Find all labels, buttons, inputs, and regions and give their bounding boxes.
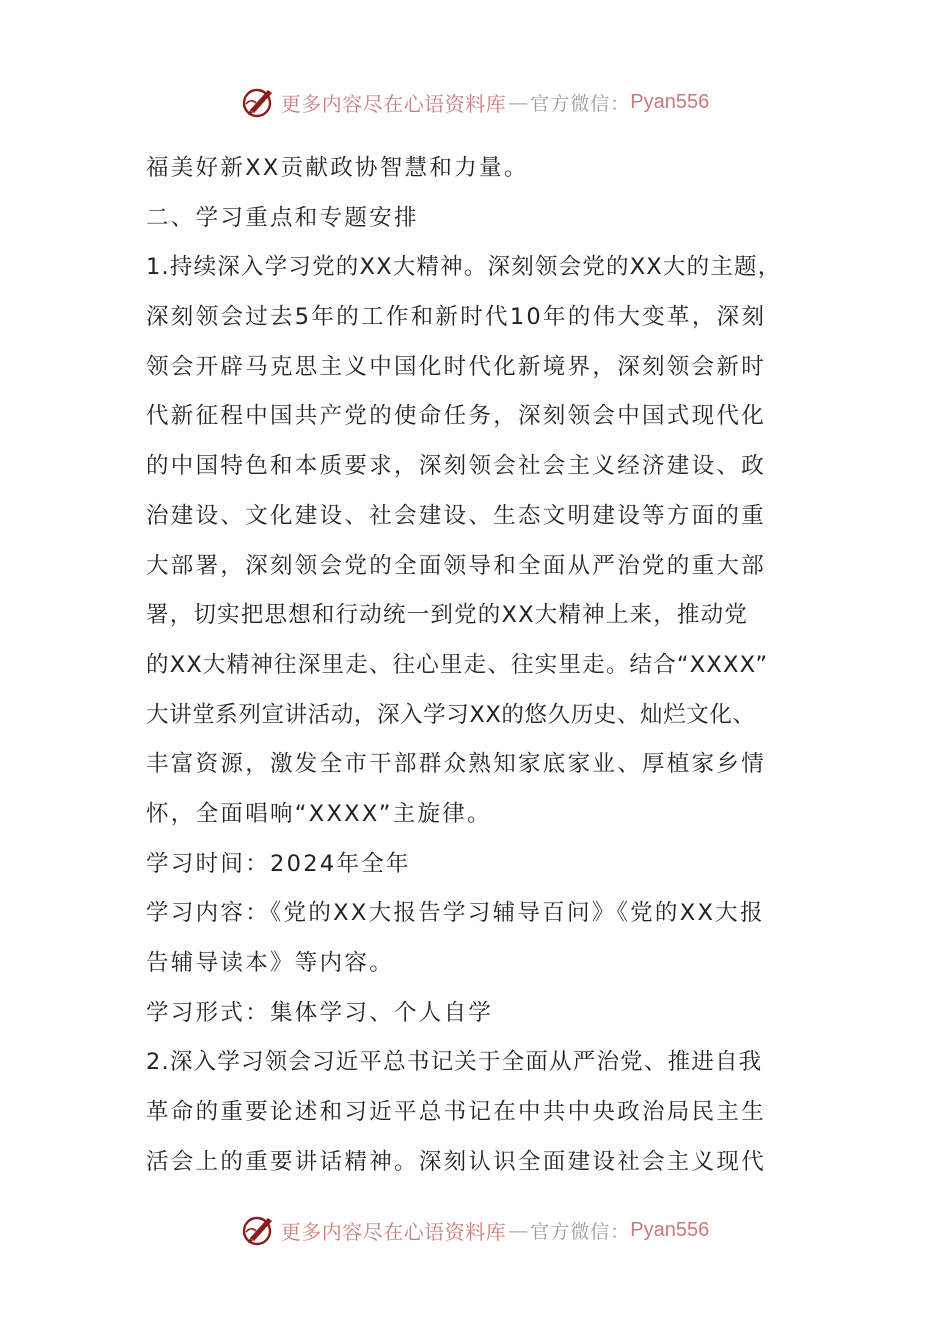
text-line: 学习内容：《党的XX大报告学习辅导百问》《党的XX大报 (146, 900, 765, 927)
watermark-wechat-label: 官方微信： (530, 1220, 631, 1243)
watermark-text: 更多内容尽在心语资料库 (280, 91, 507, 116)
watermark-text: 更多内容尽在心语资料库 (280, 1219, 507, 1244)
watermark-wechat-id: Pyan556 (630, 1218, 710, 1241)
text-line: 福美好新XX贡献政协智慧和力量。 (146, 155, 529, 181)
section-heading: 二、学习重点和专题安排 (146, 204, 419, 231)
text-line: 1.持续深入学习党的XX大精神。深刻领会党的XX大的主题， (146, 254, 782, 281)
text-line: 署，切实把思想和行动统一到党的XX大精神上来，推动党 (146, 602, 749, 629)
text-line: 2.深入学习领会习近平总书记关于全面从严治党、推进自我 (146, 1049, 763, 1076)
pen-seal-logo-icon (241, 1212, 277, 1248)
pen-seal-logo-icon (241, 84, 277, 120)
text-line: 深刻领会过去5年的工作和新时代10年的伟大变革，深刻 (146, 304, 767, 331)
text-line: 丰富资源，激发全市干部群众熟知家底家业、厚植家乡情 (146, 751, 767, 778)
text-line: 怀，全面唱响“XXXX”主旋律。 (146, 800, 492, 827)
text-line: 告辅导读本》等内容。 (146, 950, 395, 976)
watermark-banner-top (0, 80, 950, 124)
text-line: 大部署，深刻领会党的全面领导和全面从严治党的重大部 (146, 552, 767, 579)
text-line: 学习时间：2024年全年 (146, 850, 411, 877)
text-line: 学习形式：集体学习、个人自学 (146, 999, 494, 1026)
text-line: 的XX大精神往深里走、往心里走、往实里走。结合“XXXX” (146, 651, 769, 678)
text-line: 的中国特色和本质要求，深刻领会社会主义经济建设、政 (146, 453, 767, 480)
text-line: 代新征程中国共产党的使命任务，深刻领会中国式现代化 (146, 403, 767, 430)
watermark-wechat-label: 官方微信： (530, 92, 631, 115)
watermark-banner-bottom (0, 1208, 950, 1252)
text-line: 领会开辟马克思主义中国化时代化新境界，深刻领会新时 (146, 353, 767, 380)
watermark-separator: — (508, 1218, 529, 1242)
watermark-wechat-id: Pyan556 (630, 90, 710, 113)
document-body (146, 144, 836, 1187)
text-line: 活会上的重要讲话精神。深刻认识全面建设社会主义现代 (146, 1148, 767, 1175)
text-line: 革命的重要论述和习近平总书记在中共中央政治局民主生 (146, 1099, 767, 1126)
text-line: 治建设、文化建设、社会建设、生态文明建设等方面的重 (146, 502, 767, 529)
text-line: 大讲堂系列宣讲活动，深入学习XX的悠久历史、灿烂文化、 (146, 701, 756, 728)
watermark-separator: — (508, 90, 529, 114)
